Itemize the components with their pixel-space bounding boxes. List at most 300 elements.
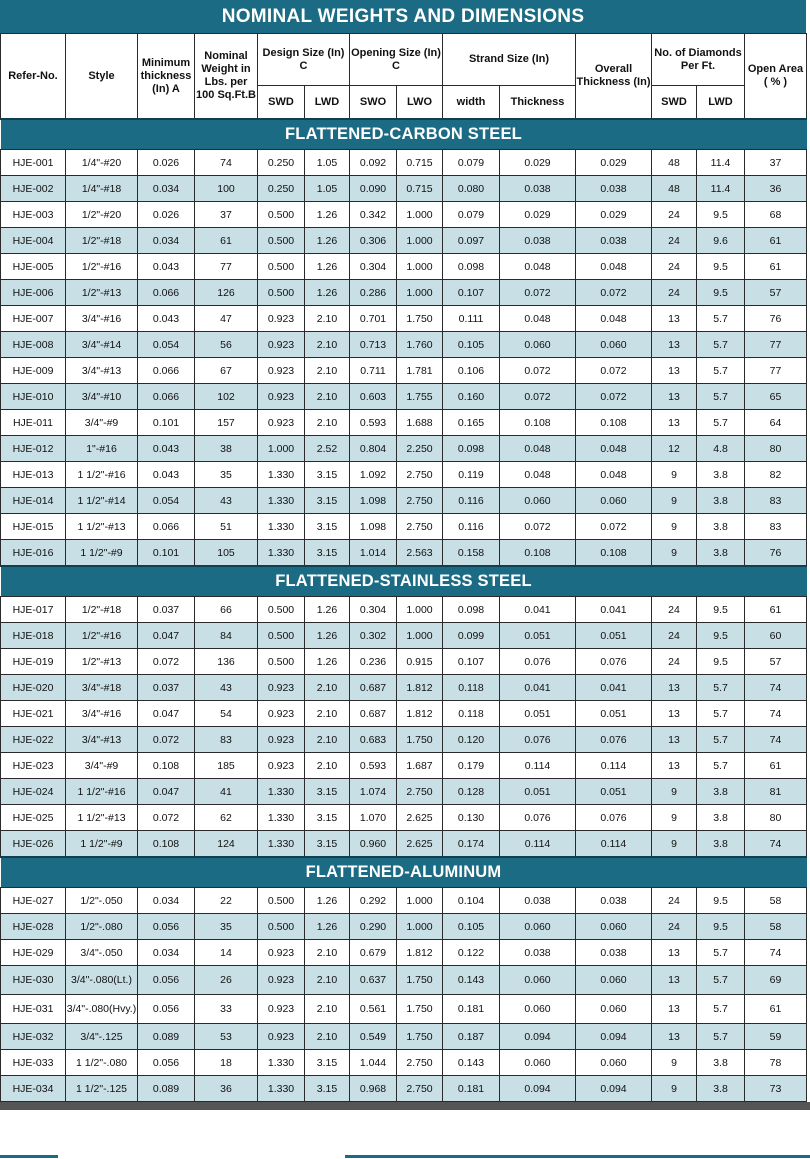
table-row bbox=[1, 228, 807, 254]
table-cell: 1/2"-#16 bbox=[66, 254, 138, 280]
table-cell: 74 bbox=[745, 940, 807, 966]
table-cell: 0.060 bbox=[500, 914, 576, 940]
table-cell: 9.5 bbox=[697, 597, 745, 623]
table-cell: 0.079 bbox=[443, 202, 500, 228]
table-cell: 61 bbox=[195, 228, 258, 254]
table-cell: 1/2"-#16 bbox=[66, 623, 138, 649]
table-cell: 2.563 bbox=[397, 540, 443, 567]
table-cell: 78 bbox=[745, 1050, 807, 1076]
table-cell: 5.7 bbox=[697, 358, 745, 384]
table-cell: 1.000 bbox=[397, 228, 443, 254]
table-cell: 74 bbox=[745, 701, 807, 727]
table-cell: 3.8 bbox=[697, 1076, 745, 1102]
table-cell: HJE-033 bbox=[1, 1050, 66, 1076]
table-cell: 0.108 bbox=[576, 540, 652, 567]
table-cell: 1.750 bbox=[397, 1024, 443, 1050]
table-cell: 3/4"-#13 bbox=[66, 727, 138, 753]
table-cell: 1.000 bbox=[397, 597, 443, 623]
table-cell: 2.750 bbox=[397, 1076, 443, 1102]
table-cell: 0.060 bbox=[500, 488, 576, 514]
table-row bbox=[1, 831, 807, 858]
table-cell: 0.923 bbox=[258, 701, 305, 727]
table-cell: 0.098 bbox=[443, 597, 500, 623]
table-cell: 69 bbox=[745, 966, 807, 995]
table-cell: 61 bbox=[745, 254, 807, 280]
table-cell: 0.179 bbox=[443, 753, 500, 779]
table-cell: 0.804 bbox=[350, 436, 397, 462]
table-cell: 76 bbox=[745, 306, 807, 332]
table-cell: HJE-002 bbox=[1, 176, 66, 202]
table-cell: 3/4"-#9 bbox=[66, 410, 138, 436]
table-cell: 57 bbox=[745, 649, 807, 675]
table-cell: 0.108 bbox=[576, 410, 652, 436]
table-cell: 0.047 bbox=[138, 779, 195, 805]
table-cell: 48 bbox=[652, 150, 697, 176]
table-cell: 1.330 bbox=[258, 779, 305, 805]
table-cell: 1.812 bbox=[397, 940, 443, 966]
table-cell: 1.330 bbox=[258, 831, 305, 858]
table-cell: 0.066 bbox=[138, 514, 195, 540]
table-cell: 3.8 bbox=[697, 462, 745, 488]
table-cell: 0.165 bbox=[443, 410, 500, 436]
table-cell: 105 bbox=[195, 540, 258, 567]
table-cell: 0.116 bbox=[443, 488, 500, 514]
table-cell: 0.923 bbox=[258, 358, 305, 384]
table-cell: 0.130 bbox=[443, 805, 500, 831]
table-cell: 1.688 bbox=[397, 410, 443, 436]
table-cell: 54 bbox=[195, 701, 258, 727]
table-cell: 0.029 bbox=[576, 150, 652, 176]
table-cell: 0.118 bbox=[443, 675, 500, 701]
table-cell: 0.108 bbox=[500, 410, 576, 436]
table-cell: 3.8 bbox=[697, 805, 745, 831]
table-cell: 1.000 bbox=[397, 914, 443, 940]
header-design-size: Design Size (In) C bbox=[258, 34, 350, 86]
table-row bbox=[1, 805, 807, 831]
table-cell: 0.038 bbox=[576, 940, 652, 966]
table-cell: 0.250 bbox=[258, 150, 305, 176]
table-cell: 185 bbox=[195, 753, 258, 779]
table-cell: 1/2"-.050 bbox=[66, 888, 138, 914]
table-cell: 1 1/2"-#16 bbox=[66, 462, 138, 488]
table-cell: 3.8 bbox=[697, 831, 745, 858]
table-cell: 1.812 bbox=[397, 675, 443, 701]
table-cell: 38 bbox=[195, 436, 258, 462]
table-cell: 74 bbox=[745, 831, 807, 858]
table-cell: 1.26 bbox=[305, 202, 350, 228]
table-cell: 0.079 bbox=[443, 150, 500, 176]
table-cell: HJE-020 bbox=[1, 675, 66, 701]
table-cell: 0.923 bbox=[258, 332, 305, 358]
table-cell: 2.10 bbox=[305, 306, 350, 332]
table-cell: 0.066 bbox=[138, 358, 195, 384]
table-cell: 157 bbox=[195, 410, 258, 436]
table-cell: 0.060 bbox=[576, 914, 652, 940]
table-cell: HJE-019 bbox=[1, 649, 66, 675]
table-cell: 0.054 bbox=[138, 332, 195, 358]
table-cell: 24 bbox=[652, 888, 697, 914]
table-cell: 2.52 bbox=[305, 436, 350, 462]
table-cell: HJE-032 bbox=[1, 1024, 66, 1050]
table-cell: 3.15 bbox=[305, 831, 350, 858]
table-cell: 0.500 bbox=[258, 623, 305, 649]
table-cell: 0.041 bbox=[500, 597, 576, 623]
table-cell: 3/4"-#14 bbox=[66, 332, 138, 358]
table-cell: HJE-012 bbox=[1, 436, 66, 462]
table-cell: 3/4"-.125 bbox=[66, 1024, 138, 1050]
table-cell: 1.26 bbox=[305, 888, 350, 914]
table-cell: 13 bbox=[652, 1024, 697, 1050]
table-cell: 0.072 bbox=[138, 649, 195, 675]
table-cell: 0.043 bbox=[138, 254, 195, 280]
table-cell: 0.097 bbox=[443, 228, 500, 254]
table-row bbox=[1, 410, 807, 436]
table-cell: 81 bbox=[745, 779, 807, 805]
table-cell: 0.500 bbox=[258, 597, 305, 623]
table-cell: 0.108 bbox=[138, 753, 195, 779]
table-cell: 11.4 bbox=[697, 150, 745, 176]
table-cell: 0.158 bbox=[443, 540, 500, 567]
table-cell: 5.7 bbox=[697, 995, 745, 1024]
table-cell: 47 bbox=[195, 306, 258, 332]
table-cell: 35 bbox=[195, 914, 258, 940]
table-row bbox=[1, 649, 807, 675]
table-cell: 14 bbox=[195, 940, 258, 966]
table-cell: 1.26 bbox=[305, 597, 350, 623]
section-title: FLATTENED-CARBON STEEL bbox=[1, 119, 807, 150]
table-cell: 1.330 bbox=[258, 540, 305, 567]
table-cell: 1/2"-#18 bbox=[66, 597, 138, 623]
header-min-thickness: Minimum thickness (In) A bbox=[138, 34, 195, 120]
table-cell: 2.10 bbox=[305, 940, 350, 966]
table-cell: HJE-028 bbox=[1, 914, 66, 940]
table-cell: 48 bbox=[652, 176, 697, 202]
table-cell: 0.114 bbox=[576, 831, 652, 858]
table-cell: 136 bbox=[195, 649, 258, 675]
table-cell: 1.000 bbox=[258, 436, 305, 462]
table-cell: HJE-022 bbox=[1, 727, 66, 753]
table-cell: 5.7 bbox=[697, 675, 745, 701]
table-cell: 1.000 bbox=[397, 254, 443, 280]
table-cell: 0.041 bbox=[500, 675, 576, 701]
table-cell: 0.711 bbox=[350, 358, 397, 384]
table-cell: 3.15 bbox=[305, 1076, 350, 1102]
table-cell: 13 bbox=[652, 753, 697, 779]
table-cell: 2.750 bbox=[397, 514, 443, 540]
table-row bbox=[1, 597, 807, 623]
table-cell: 0.549 bbox=[350, 1024, 397, 1050]
table-cell: 0.048 bbox=[500, 462, 576, 488]
table-cell: 9 bbox=[652, 462, 697, 488]
table-cell: 0.114 bbox=[500, 753, 576, 779]
table-cell: 18 bbox=[195, 1050, 258, 1076]
table-cell: 13 bbox=[652, 701, 697, 727]
table-cell: 24 bbox=[652, 254, 697, 280]
table-cell: 0.060 bbox=[500, 966, 576, 995]
table-cell: 24 bbox=[652, 202, 697, 228]
table-cell: 0.107 bbox=[443, 280, 500, 306]
table-cell: 1.26 bbox=[305, 228, 350, 254]
table-cell: 9.5 bbox=[697, 914, 745, 940]
table-cell: 65 bbox=[745, 384, 807, 410]
table-cell: 0.342 bbox=[350, 202, 397, 228]
table-cell: 0.119 bbox=[443, 462, 500, 488]
table-row bbox=[1, 623, 807, 649]
table-cell: 0.715 bbox=[397, 150, 443, 176]
table-cell: 0.500 bbox=[258, 228, 305, 254]
table-cell: 0.108 bbox=[138, 831, 195, 858]
table-row bbox=[1, 150, 807, 176]
table-cell: 0.683 bbox=[350, 727, 397, 753]
table-cell: HJE-011 bbox=[1, 410, 66, 436]
table-cell: 0.056 bbox=[138, 1050, 195, 1076]
table-cell: 0.034 bbox=[138, 940, 195, 966]
table-cell: HJE-029 bbox=[1, 940, 66, 966]
footer-bar bbox=[0, 1102, 810, 1110]
table-cell: 9 bbox=[652, 779, 697, 805]
header-strand-size: Strand Size (In) bbox=[443, 34, 576, 86]
table-cell: 35 bbox=[195, 462, 258, 488]
table-cell: 1"-#16 bbox=[66, 436, 138, 462]
table-cell: 77 bbox=[195, 254, 258, 280]
table-cell: 1.26 bbox=[305, 254, 350, 280]
table-cell: 9 bbox=[652, 1050, 697, 1076]
table-cell: 26 bbox=[195, 966, 258, 995]
table-cell: 0.292 bbox=[350, 888, 397, 914]
table-cell: HJE-024 bbox=[1, 779, 66, 805]
table-cell: 9.5 bbox=[697, 280, 745, 306]
table-cell: 13 bbox=[652, 384, 697, 410]
table-cell: 1/2"-#13 bbox=[66, 649, 138, 675]
table-cell: 0.098 bbox=[443, 436, 500, 462]
table-cell: 1.098 bbox=[350, 488, 397, 514]
table-cell: 0.048 bbox=[500, 436, 576, 462]
table-cell: 59 bbox=[745, 1024, 807, 1050]
header-swd-diamonds: SWD bbox=[652, 86, 697, 120]
table-cell: 13 bbox=[652, 675, 697, 701]
table-cell: 0.054 bbox=[138, 488, 195, 514]
table-cell: HJE-008 bbox=[1, 332, 66, 358]
table-cell: 5.7 bbox=[697, 753, 745, 779]
table-cell: 2.750 bbox=[397, 462, 443, 488]
table-cell: 58 bbox=[745, 914, 807, 940]
table-cell: 0.500 bbox=[258, 888, 305, 914]
section-title: FLATTENED-STAINLESS STEEL bbox=[1, 566, 807, 597]
table-cell: HJE-034 bbox=[1, 1076, 66, 1102]
table-cell: 37 bbox=[195, 202, 258, 228]
table-cell: 1.074 bbox=[350, 779, 397, 805]
table-cell: 61 bbox=[745, 995, 807, 1024]
table-cell: 1.000 bbox=[397, 280, 443, 306]
table-cell: 0.038 bbox=[500, 940, 576, 966]
table-cell: 2.10 bbox=[305, 753, 350, 779]
table-cell: 0.250 bbox=[258, 176, 305, 202]
table-cell: 0.037 bbox=[138, 675, 195, 701]
header-thickness: Thickness bbox=[500, 86, 576, 120]
header-lwo: LWO bbox=[397, 86, 443, 120]
section-header-row bbox=[1, 566, 807, 597]
table-cell: 0.034 bbox=[138, 888, 195, 914]
table-cell: 0.060 bbox=[500, 332, 576, 358]
table-cell: 2.750 bbox=[397, 779, 443, 805]
table-cell: 13 bbox=[652, 358, 697, 384]
table-cell: 76 bbox=[745, 540, 807, 567]
table-cell: 0.051 bbox=[576, 779, 652, 805]
table-cell: 5.7 bbox=[697, 384, 745, 410]
table-cell: 82 bbox=[745, 462, 807, 488]
table-cell: 0.128 bbox=[443, 779, 500, 805]
table-cell: 43 bbox=[195, 675, 258, 701]
table-cell: 3/4"-.080(Hvy.) bbox=[66, 995, 138, 1024]
table-cell: 2.750 bbox=[397, 488, 443, 514]
table-cell: 2.10 bbox=[305, 701, 350, 727]
table-cell: 84 bbox=[195, 623, 258, 649]
table-cell: 102 bbox=[195, 384, 258, 410]
table-cell: 0.056 bbox=[138, 995, 195, 1024]
table-cell: 3.15 bbox=[305, 488, 350, 514]
table-row bbox=[1, 1050, 807, 1076]
table-cell: 0.043 bbox=[138, 462, 195, 488]
table-cell: 0.038 bbox=[500, 176, 576, 202]
table-row bbox=[1, 514, 807, 540]
table-cell: 2.10 bbox=[305, 332, 350, 358]
table-cell: 64 bbox=[745, 410, 807, 436]
table-row bbox=[1, 254, 807, 280]
table-cell: 0.500 bbox=[258, 202, 305, 228]
table-cell: 4.8 bbox=[697, 436, 745, 462]
table-cell: 1.750 bbox=[397, 727, 443, 753]
table-cell: 36 bbox=[745, 176, 807, 202]
table-cell: 2.250 bbox=[397, 436, 443, 462]
table-cell: 2.625 bbox=[397, 805, 443, 831]
table-cell: 0.072 bbox=[138, 727, 195, 753]
table-cell: 0.060 bbox=[576, 332, 652, 358]
table-cell: 0.051 bbox=[576, 701, 652, 727]
table-cell: HJE-005 bbox=[1, 254, 66, 280]
table-cell: 0.107 bbox=[443, 649, 500, 675]
table-cell: 0.047 bbox=[138, 623, 195, 649]
table-cell: 0.060 bbox=[576, 966, 652, 995]
table-cell: 2.10 bbox=[305, 358, 350, 384]
table-cell: 9 bbox=[652, 514, 697, 540]
table-cell: 56 bbox=[195, 332, 258, 358]
table-cell: 1 1/2"-#9 bbox=[66, 540, 138, 567]
table-cell: 9.5 bbox=[697, 623, 745, 649]
table-row bbox=[1, 462, 807, 488]
table-cell: 53 bbox=[195, 1024, 258, 1050]
table-cell: 68 bbox=[745, 202, 807, 228]
title-bar bbox=[0, 0, 806, 33]
table-cell: 0.500 bbox=[258, 280, 305, 306]
table-cell: 0.047 bbox=[138, 701, 195, 727]
table-cell: 0.076 bbox=[500, 727, 576, 753]
table-cell: 9.5 bbox=[697, 254, 745, 280]
table-cell: 3.15 bbox=[305, 779, 350, 805]
table-cell: 2.10 bbox=[305, 995, 350, 1024]
header-nominal-weight: Nominal Weight in Lbs. per 100 Sq.Ft.B bbox=[195, 34, 258, 120]
table-row bbox=[1, 1024, 807, 1050]
table-cell: 0.037 bbox=[138, 597, 195, 623]
table-cell: 0.923 bbox=[258, 410, 305, 436]
table-cell: 0.072 bbox=[138, 805, 195, 831]
table-cell: 62 bbox=[195, 805, 258, 831]
table-cell: 1 1/2"-#13 bbox=[66, 514, 138, 540]
table-cell: 0.048 bbox=[576, 306, 652, 332]
table-cell: 0.098 bbox=[443, 254, 500, 280]
table-row bbox=[1, 280, 807, 306]
table-cell: 0.094 bbox=[500, 1076, 576, 1102]
table-cell: HJE-003 bbox=[1, 202, 66, 228]
footer-line-left bbox=[0, 1155, 58, 1158]
table-cell: 1.330 bbox=[258, 462, 305, 488]
table-cell: 0.181 bbox=[443, 1076, 500, 1102]
table-cell: 5.7 bbox=[697, 940, 745, 966]
table-cell: 1.812 bbox=[397, 701, 443, 727]
table-cell: 0.143 bbox=[443, 1050, 500, 1076]
table-cell: 3/4"-#13 bbox=[66, 358, 138, 384]
table-cell: 0.637 bbox=[350, 966, 397, 995]
table-cell: 1/4"-#18 bbox=[66, 176, 138, 202]
table-cell: HJE-027 bbox=[1, 888, 66, 914]
table-row bbox=[1, 436, 807, 462]
table-cell: 1.330 bbox=[258, 805, 305, 831]
table-cell: 13 bbox=[652, 410, 697, 436]
table-cell: 36 bbox=[195, 1076, 258, 1102]
table-cell: 0.960 bbox=[350, 831, 397, 858]
table-cell: 0.593 bbox=[350, 753, 397, 779]
table-cell: 0.923 bbox=[258, 995, 305, 1024]
table-cell: 12 bbox=[652, 436, 697, 462]
table-cell: 1.687 bbox=[397, 753, 443, 779]
table-cell: 61 bbox=[745, 228, 807, 254]
table-cell: 0.915 bbox=[397, 649, 443, 675]
table-cell: 2.10 bbox=[305, 1024, 350, 1050]
table-cell: 3.8 bbox=[697, 540, 745, 567]
header-lwd-diamonds: LWD bbox=[697, 86, 745, 120]
table-cell: 0.290 bbox=[350, 914, 397, 940]
table-cell: 0.923 bbox=[258, 384, 305, 410]
table-cell: 0.500 bbox=[258, 914, 305, 940]
table-cell: 5.7 bbox=[697, 701, 745, 727]
table-cell: 0.092 bbox=[350, 150, 397, 176]
table-cell: 1.750 bbox=[397, 966, 443, 995]
table-cell: 0.923 bbox=[258, 940, 305, 966]
table-cell: 0.122 bbox=[443, 940, 500, 966]
table-cell: 1.092 bbox=[350, 462, 397, 488]
table-row bbox=[1, 995, 807, 1024]
table-cell: 0.099 bbox=[443, 623, 500, 649]
table-cell: 9 bbox=[652, 805, 697, 831]
header-diamonds: No. of Diamonds Per Ft. bbox=[652, 34, 745, 86]
table-cell: 0.048 bbox=[576, 254, 652, 280]
table-cell: 0.076 bbox=[500, 805, 576, 831]
table-cell: 24 bbox=[652, 280, 697, 306]
table-cell: 0.072 bbox=[576, 384, 652, 410]
table-cell: 0.701 bbox=[350, 306, 397, 332]
table-cell: 9.5 bbox=[697, 202, 745, 228]
page-title: NOMINAL WEIGHTS AND DIMENSIONS bbox=[221, 6, 585, 27]
header-swd: SWD bbox=[258, 86, 305, 120]
table-cell: 0.043 bbox=[138, 436, 195, 462]
table-cell: 1.330 bbox=[258, 1050, 305, 1076]
table-cell: 0.072 bbox=[576, 358, 652, 384]
table-cell: 0.094 bbox=[576, 1076, 652, 1102]
header-open-area: Open Area ( % ) bbox=[745, 34, 807, 120]
table-cell: 0.038 bbox=[576, 888, 652, 914]
table-cell: 0.076 bbox=[500, 649, 576, 675]
table-cell: 0.051 bbox=[500, 623, 576, 649]
table-row bbox=[1, 384, 807, 410]
